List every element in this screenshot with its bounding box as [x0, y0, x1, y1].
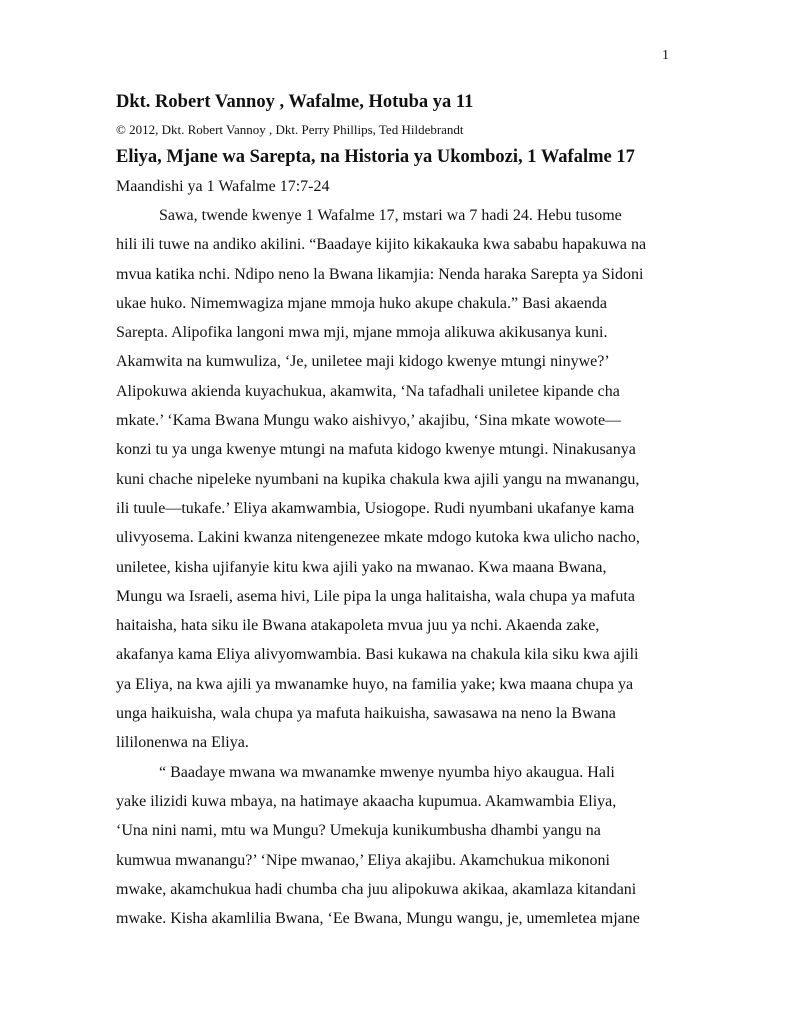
text-line: kuni chache nipeleke nyumbani na kupika chakula kwa ajili yangu na mwanangu,: [116, 470, 640, 488]
paragraph-1: [116, 201, 676, 758]
document-body: [116, 88, 676, 933]
lecture-subtitle: Eliya, Mjane wa Sarepta, na Historia ya Ukombozi, 1 Wafalme 17: [116, 147, 635, 167]
document-title: Dkt. Robert Vannoy , Wafalme, Hotuba ya 11: [116, 92, 474, 112]
text-line: lililonenwa na Eliya.: [116, 734, 249, 752]
text-line: ukae huko. Nimemwagiza mjane mmoja huko akupe chakula.” Basi akaenda: [116, 294, 607, 312]
text-line: kumwua mwanangu?’ ‘Nipe mwanao,’ Eliya akajibu. Akamchukua mikononi: [116, 851, 610, 869]
text-line: Sawa, twende kwenye 1 Wafalme 17, mstari wa 7 hadi 24. Hebu tusome: [159, 207, 622, 224]
text-line: mwake. Kisha akamlilia Bwana, ‘Ee Bwana, Mungu wangu, je, umemletea mjane: [116, 910, 640, 928]
text-line: ili tuule—tukafe.’ Eliya akamwambia, Usiogope. Rudi nyumbani ukafanye kama: [116, 499, 635, 517]
text-line: ‘Una nini nami, mtu wa Mungu? Umekuja kunikumbusha dhambi yangu na: [116, 822, 601, 840]
paragraph-2: [116, 758, 676, 934]
text-line: mkate.’ ‘Kama Bwana Mungu wako aishivyo,’ akajibu, ‘Sina mkate wowote—: [116, 412, 622, 430]
text-line: haitaisha, hata siku ile Bwana atakapoleta mvua juu ya nchi. Akaenda zake,: [116, 617, 600, 635]
copyright-line: © 2012, Dkt. Robert Vannoy , Dkt. Perry Phillips, Ted Hildebrandt: [116, 122, 464, 137]
text-line: konzi tu ya unga kwenye mtungi na mafuta kidogo kwenye mtungi. Ninakusanya: [116, 441, 636, 459]
text-line: “ Baadaye mwana wa mwanamke mwenye nyumba hiyo akaugua. Hali: [159, 763, 615, 781]
text-line: Mungu wa Israeli, asema hivi, Lile pipa la unga halitaisha, wala chupa ya mafuta: [116, 587, 635, 605]
page-number: 1: [662, 48, 669, 63]
text-line: Akamwita na kumwuliza, ‘Je, uniletee maji kidogo kwenye mtungi ninywe?’: [116, 353, 610, 371]
text-line: mvua katika nchi. Ndipo neno la Bwana likamjia: Nenda haraka Sarepta ya Sidoni: [116, 265, 644, 283]
text-line: Sarepta. Alipofika langoni mwa mji, mjane mmoja alikuwa akikusanya kuni.: [116, 324, 608, 342]
text-line: mwake, akamchukua hadi chumba cha juu alipokuwa akikaa, akamlaza kitandani: [116, 880, 637, 898]
text-line: unga haikuisha, wala chupa ya mafuta haikuisha, sawasawa na neno la Bwana: [116, 705, 616, 723]
text-line: akafanya kama Eliya alivyomwambia. Basi kukawa na chakula kila siku kwa ajili: [116, 646, 639, 664]
source-heading: Maandishi ya 1 Wafalme 17:7-24: [116, 178, 330, 195]
text-line: uniletee, kisha ujifanyie kitu kwa ajili yako na mwanao. Kwa maana Bwana,: [116, 558, 607, 576]
text-line: Alipokuwa akienda kuyachukua, akamwita, ‘Na tafadhali uniletee kipande cha: [116, 382, 620, 400]
text-line: yake ilizidi kuwa mbaya, na hatimaye akaacha kupumua. Akamwambia Eliya,: [116, 792, 617, 810]
text-line: hili ili tuwe na andiko akilini. “Baadaye kijito kikakauka kwa sababu hapakuwa na: [116, 236, 647, 254]
text-line: ulivyosema. Lakini kwanza nitengenezee mkate mdogo kutoka kwa ulicho nacho,: [116, 529, 640, 547]
text-line: ya Eliya, na kwa ajili ya mwanamke huyo, na familia yake; kwa maana chupa ya: [116, 675, 634, 693]
